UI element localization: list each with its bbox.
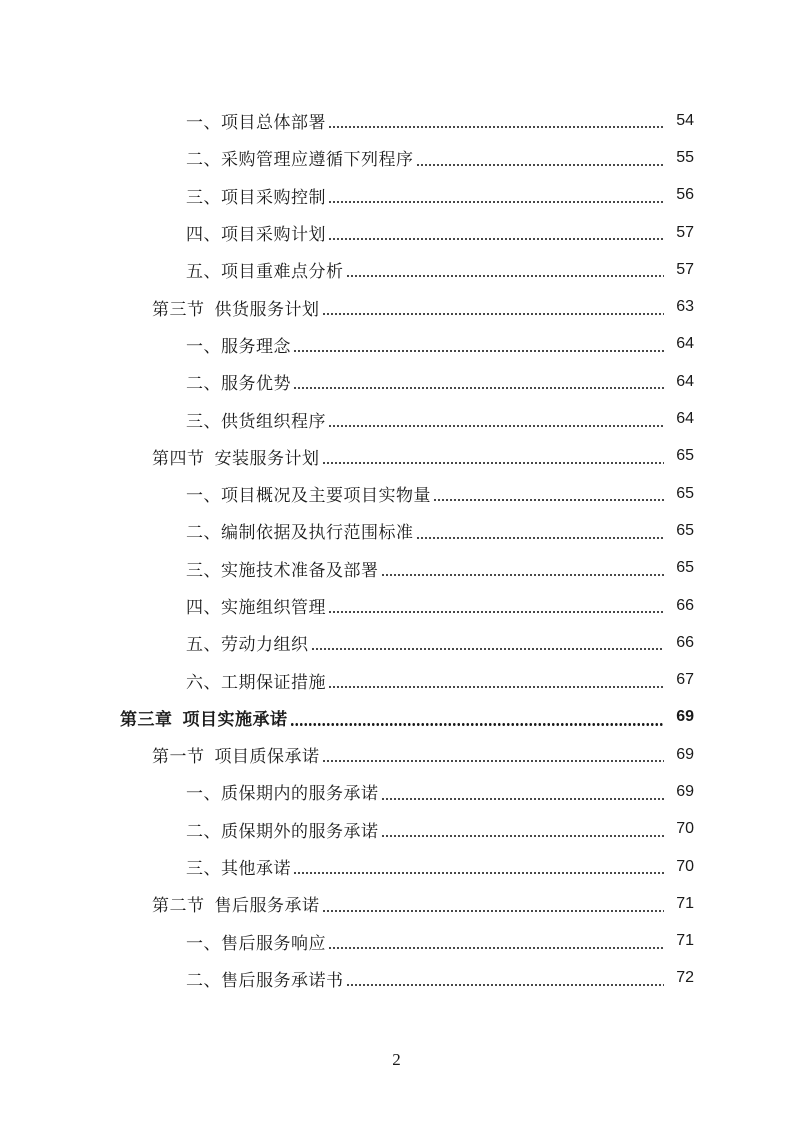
toc-entry-label: [186, 593, 326, 618]
page-number: 2: [392, 1050, 401, 1069]
toc-entry-page-number: 65: [676, 559, 694, 577]
toc-dot-leader: [328, 947, 664, 949]
toc-subsection-entry[interactable]: [0, 587, 793, 624]
toc-entry-title: 工期保证措施: [221, 672, 326, 693]
toc-entry-label: [186, 481, 431, 506]
toc-entry-number: 一、: [186, 336, 221, 357]
toc-entry-title: 服务优势: [221, 374, 291, 395]
toc-entry-page-number: 65: [676, 484, 694, 502]
toc-entry-number: 第一节: [152, 747, 205, 768]
toc-entry-page-number: 64: [676, 372, 694, 390]
toc-entry-page-number: 64: [676, 410, 694, 428]
toc-entry-page-number: 55: [676, 148, 694, 166]
toc-entry-title: 劳动力组织: [221, 635, 309, 656]
toc-entry-page-number: 65: [676, 447, 694, 465]
toc-subsection-entry[interactable]: [0, 960, 793, 997]
toc-entry-title: 实施技术准备及部署: [221, 560, 379, 581]
toc-entry-label: [186, 183, 326, 208]
toc-entry-label: [120, 705, 288, 730]
toc-entry-page-number: 64: [676, 335, 694, 353]
toc-dot-leader: [416, 164, 665, 166]
toc-entry-label: [186, 518, 414, 543]
toc-dot-leader: [328, 238, 664, 240]
toc-entry-page-number: 69: [676, 782, 694, 800]
toc-subsection-entry[interactable]: [0, 251, 793, 288]
toc-entry-number: 二、: [186, 970, 221, 991]
toc-entry-title: 服务理念: [221, 336, 291, 357]
toc-subsection-entry[interactable]: [0, 475, 793, 512]
toc-entry-title: 供货服务计划: [214, 299, 320, 320]
toc-entry-label: [186, 929, 326, 954]
toc-entry-title: 售后服务响应: [221, 933, 326, 954]
table-of-contents: [0, 102, 793, 997]
toc-subsection-entry[interactable]: [0, 923, 793, 960]
toc-entry-number: 四、: [186, 598, 221, 618]
toc-entry-title: 售后服务承诺书: [221, 970, 344, 991]
toc-entry-label: [186, 407, 326, 432]
toc-entry-page-number: 57: [676, 260, 694, 278]
toc-entry-title: 项目重难点分析: [221, 262, 344, 283]
toc-subsection-entry[interactable]: [0, 661, 793, 698]
toc-entry-title: 项目采购计划: [221, 225, 326, 246]
toc-subsection-entry[interactable]: [0, 177, 793, 214]
toc-section-entry[interactable]: [0, 885, 793, 922]
toc-entry-number: 二、: [186, 821, 221, 842]
toc-subsection-entry[interactable]: [0, 773, 793, 810]
toc-subsection-entry[interactable]: [0, 400, 793, 437]
toc-entry-title: 项目质保承诺: [214, 747, 320, 768]
toc-entry-title: 项目总体部署: [221, 113, 326, 134]
toc-section-entry[interactable]: [0, 438, 793, 475]
toc-entry-page-number: 65: [676, 521, 694, 539]
toc-entry-number: 二、: [186, 523, 221, 544]
toc-entry-label: [186, 257, 344, 282]
toc-subsection-entry[interactable]: [0, 811, 793, 848]
toc-dot-leader: [322, 462, 665, 464]
toc-entry-page-number: 71: [676, 894, 694, 912]
toc-dot-leader: [328, 611, 664, 613]
toc-entry-number: 第三章: [120, 709, 173, 730]
toc-entry-page-number: 69: [676, 708, 694, 726]
toc-entry-label: [186, 668, 326, 693]
toc-entry-label: [186, 220, 326, 245]
toc-entry-page-number: 70: [676, 857, 694, 875]
toc-dot-leader: [322, 760, 665, 762]
toc-entry-label: [186, 854, 291, 879]
toc-subsection-entry[interactable]: [0, 363, 793, 400]
toc-dot-leader: [328, 686, 664, 688]
toc-entry-label: [152, 444, 320, 469]
toc-entry-number: 一、: [186, 784, 221, 805]
toc-entry-label: [186, 332, 291, 357]
toc-subsection-entry[interactable]: [0, 624, 793, 661]
toc-entry-label: [152, 295, 320, 320]
toc-section-entry[interactable]: [0, 736, 793, 773]
toc-entry-title: 实施组织管理: [221, 598, 326, 618]
toc-entry-title: 售后服务承诺: [214, 896, 320, 917]
toc-subsection-entry[interactable]: [0, 326, 793, 363]
toc-entry-title: 编制依据及执行范围标准: [221, 523, 414, 544]
toc-entry-title: 供货组织程序: [221, 411, 326, 432]
toc-subsection-entry[interactable]: [0, 139, 793, 176]
toc-entry-number: 四、: [186, 225, 221, 246]
toc-entry-number: 三、: [186, 411, 221, 432]
toc-entry-number: 第三节: [152, 299, 205, 320]
toc-dot-leader: [328, 425, 664, 427]
toc-dot-leader: [433, 499, 664, 501]
toc-entry-label: [152, 742, 320, 767]
toc-entry-page-number: 69: [676, 745, 694, 763]
toc-entry-number: 二、: [186, 150, 221, 171]
toc-dot-leader: [290, 723, 665, 726]
toc-entry-label: [186, 630, 309, 655]
toc-entry-label: [186, 817, 379, 842]
toc-entry-number: 一、: [186, 486, 221, 507]
toc-subsection-entry[interactable]: [0, 102, 793, 139]
toc-entry-page-number: 66: [676, 596, 694, 614]
toc-entry-title: 采购管理应遵循下列程序: [221, 150, 414, 171]
toc-subsection-entry[interactable]: [0, 550, 793, 587]
toc-entry-page-number: 70: [676, 820, 694, 838]
toc-entry-label: [186, 145, 414, 170]
toc-entry-number: 一、: [186, 933, 221, 954]
toc-entry-title: 项目概况及主要项目实物量: [221, 486, 431, 507]
toc-entry-label: [152, 891, 320, 916]
toc-entry-page-number: 57: [676, 223, 694, 241]
toc-entry-number: 三、: [186, 859, 221, 880]
toc-entry-title: 质保期外的服务承诺: [221, 821, 379, 842]
toc-entry-page-number: 72: [676, 969, 694, 987]
toc-subsection-entry[interactable]: [0, 848, 793, 885]
toc-entry-label: [186, 108, 326, 133]
toc-entry-title: 项目采购控制: [221, 187, 326, 208]
toc-dot-leader: [311, 648, 665, 650]
toc-dot-leader: [381, 798, 665, 800]
toc-entry-number: 一、: [186, 113, 221, 134]
toc-dot-leader: [322, 313, 665, 315]
toc-entry-number: 三、: [186, 187, 221, 208]
toc-entry-number: 三、: [186, 560, 221, 581]
toc-entry-number: 第四节: [152, 448, 205, 469]
toc-dot-leader: [328, 201, 664, 203]
toc-entry-label: [186, 369, 291, 394]
toc-dot-leader: [381, 835, 665, 837]
toc-entry-number: 六、: [186, 672, 221, 693]
toc-entry-page-number: 66: [676, 633, 694, 651]
toc-entry-label: [186, 556, 379, 581]
toc-dot-leader: [293, 872, 664, 874]
toc-entry-label: [186, 779, 379, 804]
toc-dot-leader: [322, 910, 665, 912]
toc-dot-leader: [381, 574, 665, 576]
toc-entry-number: 二、: [186, 374, 221, 395]
toc-entry-page-number: 67: [676, 671, 694, 689]
toc-entry-title: 安装服务计划: [214, 448, 320, 469]
toc-entry-number: 五、: [186, 635, 221, 656]
toc-entry-title: 项目实施承诺: [182, 709, 288, 730]
toc-entry-title: 质保期内的服务承诺: [221, 784, 379, 805]
toc-entry-page-number: 63: [676, 298, 694, 316]
toc-dot-leader: [293, 387, 664, 389]
toc-dot-leader: [328, 126, 664, 128]
toc-entry-number: 五、: [186, 262, 221, 283]
toc-dot-leader: [416, 537, 665, 539]
toc-entry-title: 其他承诺: [221, 859, 291, 880]
toc-section-entry[interactable]: [0, 288, 793, 325]
toc-entry-page-number: 54: [676, 111, 694, 129]
toc-entry-page-number: 71: [676, 932, 694, 950]
toc-entry-page-number: 56: [676, 186, 694, 204]
toc-entry-label: [186, 966, 344, 991]
toc-dot-leader: [346, 275, 665, 277]
toc-dot-leader: [293, 350, 664, 352]
toc-subsection-entry[interactable]: [0, 214, 793, 251]
toc-subsection-entry[interactable]: [0, 512, 793, 549]
toc-chapter-entry[interactable]: [0, 699, 793, 736]
toc-entry-number: 第二节: [152, 896, 205, 917]
toc-dot-leader: [346, 984, 665, 986]
